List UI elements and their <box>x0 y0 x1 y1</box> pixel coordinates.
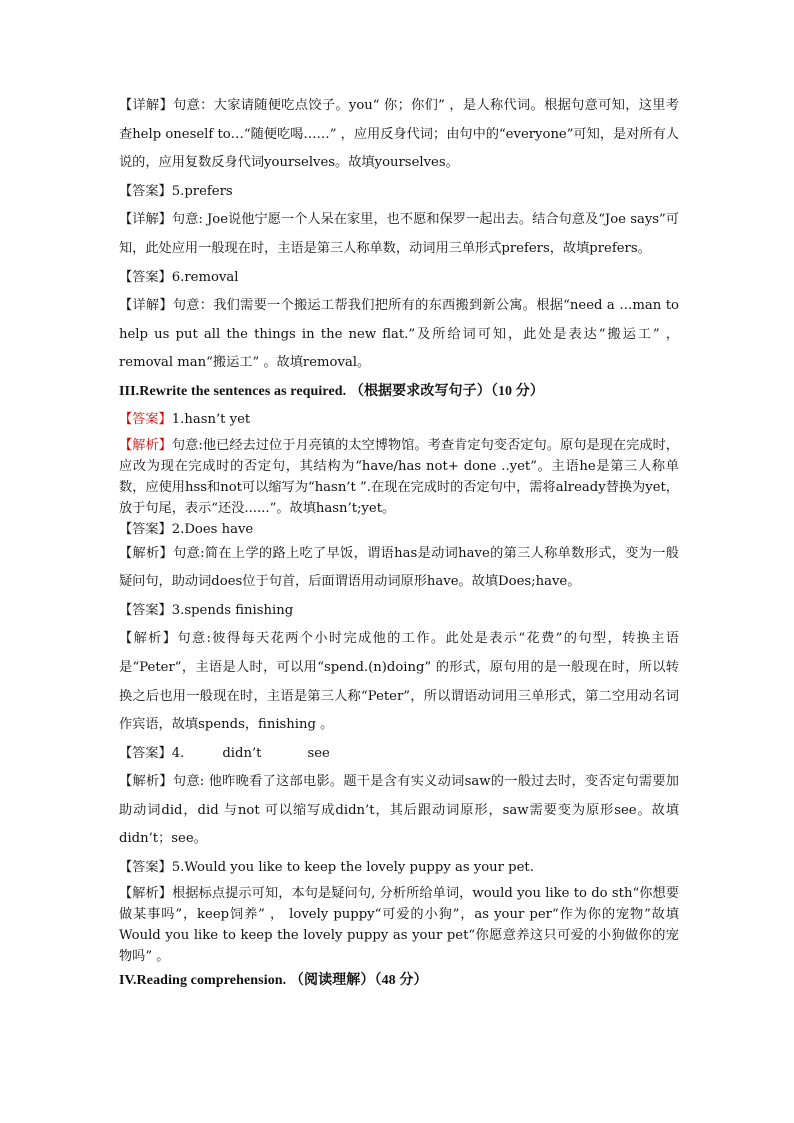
section-3-heading: III.Rewrite the sentences as required. （根据要求改写句子）（10 分） <box>119 383 544 399</box>
s3-answer-4 <box>119 740 679 769</box>
answer-text: 2.Does have <box>171 521 254 537</box>
answer-word-1: didn’t <box>222 745 262 761</box>
answer-label: 【答案】 <box>119 860 172 876</box>
analysis-label: 【解析】 <box>119 545 174 561</box>
analysis-label: 【解析】 <box>119 437 172 453</box>
s3-analysis-5 <box>119 883 679 967</box>
analysis-text: 句意:彼得每天花两个小时完成他的工作。此处是表示“花费”的句型，转换主语是“Peter”，主语是人时，可以用“spend.(n)doing” 的形式，原句用的是一般现在时，所以转换之后也用一般现在时，主语是第三人称“Peter”，所以谓语动词用三单形式，第二空用动名词作宾语，故填spends，finishing 。 <box>119 631 679 733</box>
answer-6 <box>119 264 679 293</box>
s3-answer-1 <box>119 406 679 435</box>
analysis-label: 【解析】 <box>119 631 178 647</box>
analysis-text: 句意:他已经去过位于月亮镇的太空博物馆。考查肯定句变否定句。原句是现在完成时，应改为现在完成时的否定句，其结构为“have/has not+ done ..yet”。主语he是第三人称单数，应使用hss和not可以缩写为“hasn’t ”.在现在完成时的否定句中，需将already替换为yet，放于句尾，表示“还没......”。故填hasn’t;yet。 <box>119 437 679 516</box>
answer-5 <box>119 178 679 207</box>
answer-text: 1.hasn’t yet <box>171 411 251 427</box>
answer-label: 【答案】 <box>119 269 172 285</box>
section-4-heading: IV.Reading comprehension. （阅读理解）（48 分） <box>119 972 428 988</box>
detail-4: 【详解】句意：大家请随便吃点饺子。you“ 你；你们” ，是人称代词。根据句意可知，这里考查help oneself to…“随便吃喝……” ，应用反身代词；由句中的“everyone”可知，是对所有人说的，应用复数反身代词yourselves。故填yourselves。 <box>119 98 679 171</box>
answer-label: 【答案】 <box>119 183 172 199</box>
analysis-label: 【解析】 <box>119 885 173 901</box>
detail-5: 【详解】句意: Joe说他宁愿一个人呆在家里，也不愿和保罗一起出去。结合句意及“Joe says”可知，此处应用一般现在时，主语是第三人称单数，动词用三单形式prefers，故填prefers。 <box>119 212 679 256</box>
analysis-label: 【解析】 <box>119 774 173 790</box>
s3-answer-3 <box>119 597 679 626</box>
analysis-text: 句意:简在上学的路上吃了早饭，谓语has是动词have的第三人称单数形式，变为一般疑问句，助动词does位于句首，后面谓语用动词原形have。故填Does;have。 <box>119 545 679 590</box>
s3-answer-5 <box>119 854 679 883</box>
answer-label: 【答案】 <box>119 602 172 618</box>
answer-label: 【答案】 <box>119 745 172 761</box>
s3-analysis-3 <box>119 625 679 739</box>
answer-text: 5.prefers <box>171 183 233 199</box>
s3-analysis-2 <box>119 540 679 597</box>
s3-answer-2 <box>119 519 679 540</box>
answer-text: 3.spends finishing <box>171 602 294 618</box>
detail-6: 【详解】句意：我们需要一个搬运工帮我们把所有的东西搬到新公寓。根据“need a …man to help us put all the things in the new flat.”及所给词可知，此处是表达“搬运工” ，removal man“搬运工” 。故填removal。 <box>119 298 679 371</box>
s3-analysis-4 <box>119 768 679 854</box>
answer-label: 【答案】 <box>119 411 172 427</box>
answer-text: 5.Would you like to keep the lovely puppy as your pet. <box>171 860 534 876</box>
analysis-text: 句意: 他昨晚看了这部电影。题干是含有实义动词saw的一般过去时，变否定句需要加助动词did，did 与not 可以缩写成didn’t，其后跟动词原形，saw需要变为原形see。故填didn’t；see。 <box>119 774 679 847</box>
answer-label: 【答案】 <box>119 521 172 537</box>
document-page <box>119 92 679 995</box>
s3-analysis-1 <box>119 435 679 519</box>
answer-text: 6.removal <box>171 269 239 285</box>
analysis-text: 根据标点提示可知，本句是疑问句, 分析所给单词，would you like to do sth“你想要做某事吗”，keep饲养” ， lovely puppy“可爱的小狗”，as your per“作为你的宠物”故填Would you like to keep the lovely puppy as your pet“你愿意养这只可爱的小狗做你的宠物吗” 。 <box>119 885 680 964</box>
answer-word-2: see <box>307 745 330 761</box>
answer-num: 4. <box>171 745 185 761</box>
